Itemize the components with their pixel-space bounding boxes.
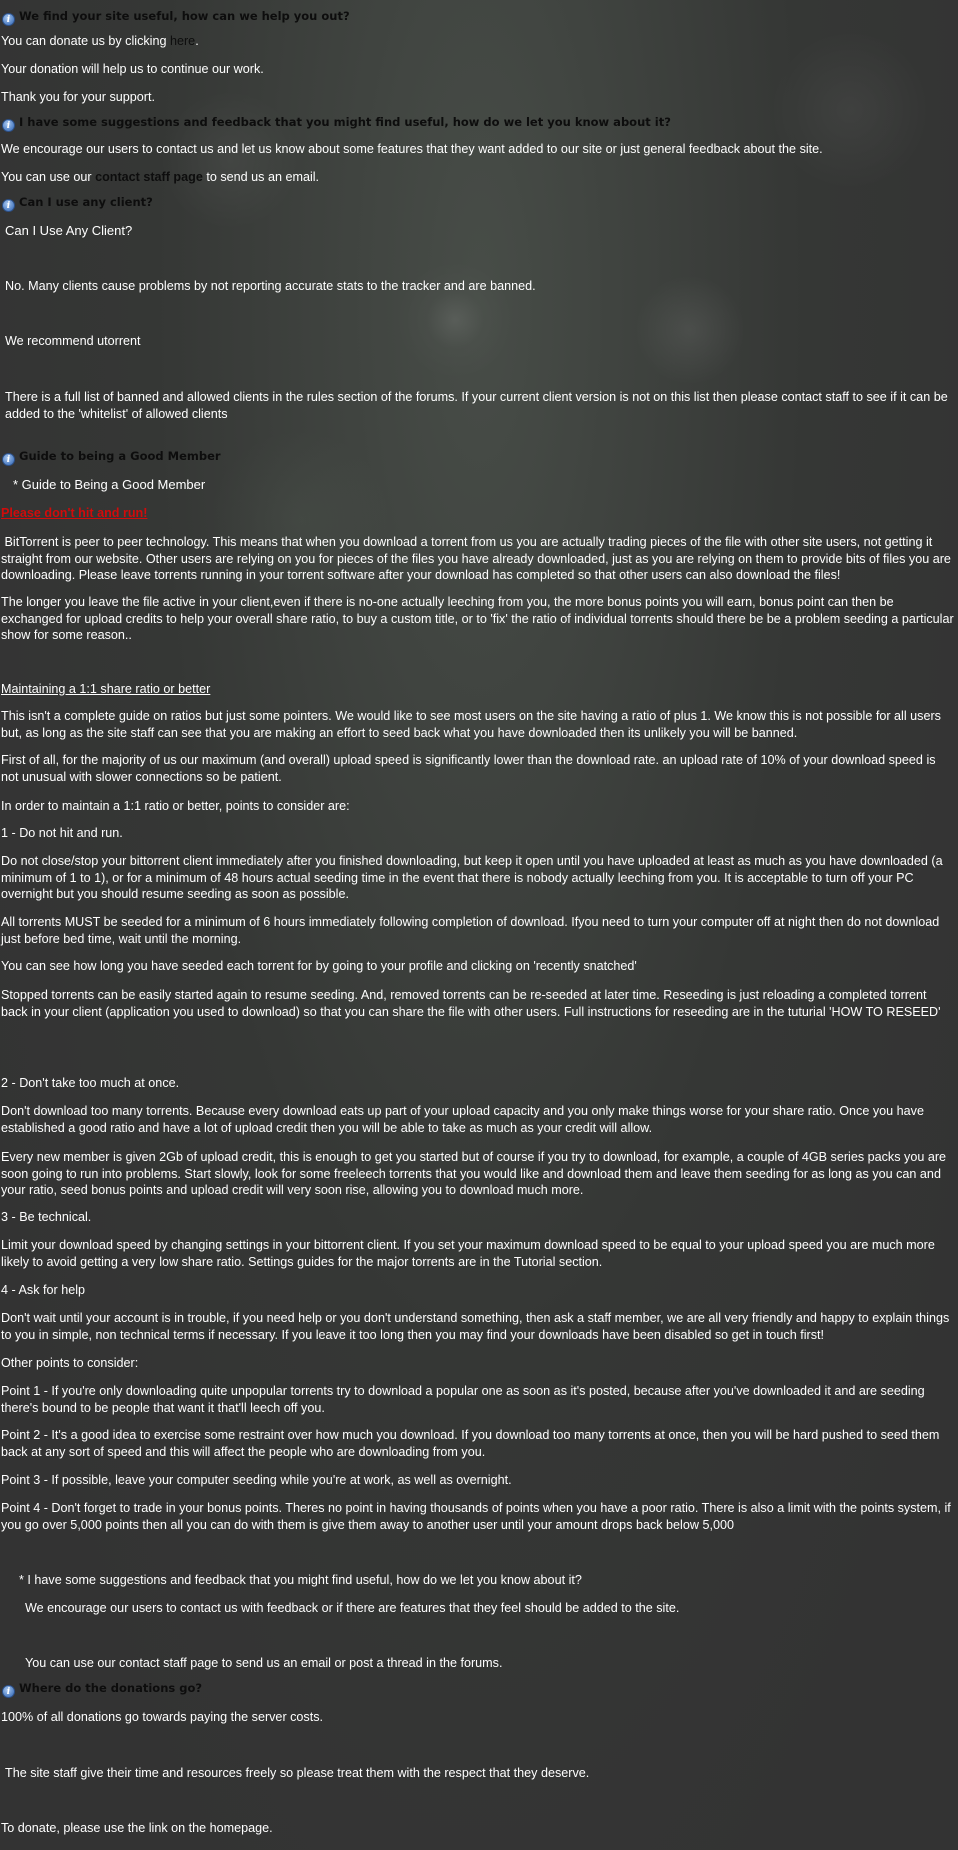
- contact-staff-link[interactable]: contact staff page: [95, 170, 203, 184]
- guide-paragraph: We encourage our users to contact us with feedback or if there are features that they feel should be added to the site.: [25, 1601, 680, 1615]
- faq-answer-text: We encourage our users to contact us and let us know about some features that they want added to our site or just general feedback about the site.: [1, 142, 823, 156]
- guide-paragraph: Don't download too many torrents. Because every download eats up part of your upload capacity and you only make things worse for your share ratio. Once you have established a good ratio and have a lot of upload credit then you will be able to take as much as your credit will allow.: [1, 1104, 924, 1135]
- faq-answer-text: No. Many clients cause problems by not reporting accurate stats to the tracker and are banned.: [5, 279, 536, 293]
- guide-point: Point 3 - If possible, leave your computer seeding while you're at work, as well as overnight.: [1, 1473, 512, 1487]
- faq-question-guide[interactable]: i Guide to being a Good Member: [2, 448, 221, 466]
- guide-paragraph: This isn't a complete guide on ratios but just some pointers. We would like to see most users on the site having a ratio of plus 1. We know this is not possible for all users but, as long as the site staff can see that you are making an effort to seed back what you have downloaded then its unlikely you will be banned.: [1, 709, 941, 740]
- faq-answer-text: To donate, please use the link on the homepage.: [1, 1821, 273, 1835]
- faq-question-donations[interactable]: i Where do the donations go?: [2, 1680, 202, 1698]
- guide-paragraph: Do not close/stop your bittorrent client immediately after you finished downloading, but keep it open until you have uploaded at least as much as you have downloaded (a minimum of 1 to 1), or for a minimum of 48 hours actual seeding time in the event that there is nobody actually leeching from you. It is acceptable to turn off your PC overnight but you should resume seeding as soon as possible.: [1, 854, 943, 901]
- faq-question-feedback[interactable]: i I have some suggestions and feedback that you might find useful, how do we let you know about it?: [2, 114, 671, 132]
- faq-answer-text: Thank you for your support.: [1, 90, 156, 104]
- guide-point: Point 4 - Don't forget to trade in your bonus points. Theres no point in having thousands of points when you have a poor ratio. There is also a limit with the points system, if you go over 5,000 points then all you can do with them is give them away to another user until your amount drops back below 5,000: [1, 1501, 951, 1532]
- guide-paragraph: You can use our contact staff page to send us an email or post a thread in the forums.: [25, 1656, 503, 1670]
- guide-subheading: 3 - Be technical.: [1, 1210, 92, 1224]
- guide-point: Point 2 - It's a good idea to exercise some restraint over how much you download. If you download too many torrents at once, then you will be hard pushed to seed them back at any sort of speed and this will affect the people who are downloading from you.: [1, 1428, 940, 1459]
- faq-answer-text: Your donation will help us to continue our work.: [1, 62, 264, 76]
- info-icon: i: [2, 119, 15, 132]
- guide-paragraph: Other points to consider:: [1, 1356, 139, 1370]
- guide-bullet: * Guide to Being a Good Member: [13, 477, 206, 492]
- section-title: Maintaining a 1:1 share ratio or better: [1, 682, 211, 696]
- guide-paragraph: BitTorrent is peer to peer technology. This means that when you download a torrent from us you are actually trading pieces of the file with other site users, not getting it straight from our website. Other users are relying on you for pieces of the files you have already downloaded, just as you are relying on them to provide bits of files you are downloading. Please leave torrents running in your torrent software after your download has completed so that other users can also download the files!: [1, 535, 951, 582]
- guide-paragraph: Limit your download speed by changing settings in your bittorrent client. If you set your maximum download speed to be equal to your upload speed you are much more likely to avoid getting a very low share ratio. Settings guides for the major torrents are in the Tutorial section.: [1, 1238, 935, 1269]
- guide-subheading: 1 - Do not hit and run.: [1, 826, 123, 840]
- guide-paragraph: You can see how long you have seeded each torrent for by going to your profile and clicking on 'recently snatched': [1, 959, 637, 973]
- warning-title: Please don't hit and run!: [1, 506, 148, 520]
- info-icon: i: [2, 1685, 15, 1698]
- guide-paragraph: All torrents MUST be seeded for a minimum of 6 hours immediately following completion of download. Ifyou need to turn your computer off at night then do not download just before bed time, wait until the morning.: [1, 915, 940, 946]
- faq-answer-text: There is a full list of banned and allowed clients in the rules section of the forums. If your current client version is not on this list then please contact staff to see if it can be added to the 'whitelist' of allowed clients: [5, 390, 948, 421]
- info-icon: i: [2, 199, 15, 212]
- guide-subheading: 4 - Ask for help: [1, 1283, 85, 1297]
- faq-answer-text: You can donate us by clicking here.: [1, 34, 199, 48]
- faq-answer-text: We recommend utorrent: [5, 334, 141, 348]
- info-icon: i: [2, 13, 15, 26]
- info-icon: i: [2, 453, 15, 466]
- guide-subheading: 2 - Don't take too much at once.: [1, 1076, 180, 1090]
- faq-question-client[interactable]: i Can I use any client?: [2, 194, 153, 212]
- guide-paragraph: The longer you leave the file active in your client,even if there is no-one actually leeching from you, the more bonus points you will earn, bonus point can then be exchanged for upload credits to help your overall share ratio, to buy a custom title, or to 'fix' the ratio of individual torrents should there be be a problem seeding a particular show for some reason..: [1, 595, 954, 642]
- faq-answer-text: You can use our contact staff page to send us an email.: [1, 170, 320, 184]
- guide-paragraph: Don't wait until your account is in trouble, if you need help or you don't understand something, then ask a staff member, we are all very friendly and happy to explain things to you in simple, non technical terms if necessary. If you leave it too long then you may find your downloads have been disabled so get in touch first!: [1, 1311, 950, 1342]
- guide-paragraph: In order to maintain a 1:1 ratio or better, points to consider are:: [1, 799, 350, 813]
- guide-paragraph: Stopped torrents can be easily started again to resume seeding. And, removed torrents can be re-seeded at later time. Reseeding is just reloading a completed torrent back in your client (application you used to download) so that you can share the file with other users. Full instructions for reseeding are in the tuturial 'HOW TO RESEED': [1, 988, 941, 1019]
- guide-paragraph: First of all, for the majority of us our maximum (and overall) upload speed is significantly lower than the download rate. an upload rate of 10% of your download speed is not unusual with slower connections so be patient.: [1, 753, 936, 784]
- donate-link[interactable]: here: [169, 34, 196, 48]
- faq-answer-text: The site staff give their time and resources freely so please treat them with the respect that they deserve.: [5, 1766, 590, 1780]
- client-heading: Can I Use Any Client?: [5, 223, 133, 238]
- faq-answer-text: 100% of all donations go towards paying the server costs.: [1, 1710, 324, 1724]
- guide-paragraph: Every new member is given 2Gb of upload credit, this is enough to get you started but of course if you try to download, for example, a couple of 4GB series packs you are soon going to run into problems. Start slowly, look for some freeleech torrents that you would like and download them and leave them seeding for as long as you can and your ratio, seed bonus points and upload credit will very soon rise, allowing you to download much more.: [1, 1150, 947, 1197]
- guide-point: Point 1 - If you're only downloading quite unpopular torrents try to download a popular one as soon as it's posted, because after you've downloaded it and are seeding there's bound to be people that want it that'll leech off you.: [1, 1384, 925, 1415]
- guide-bullet: * I have some suggestions and feedback that you might find useful, how do we let you know about it?: [19, 1573, 582, 1587]
- faq-question-donate[interactable]: i We find your site useful, how can we help you out?: [2, 8, 350, 26]
